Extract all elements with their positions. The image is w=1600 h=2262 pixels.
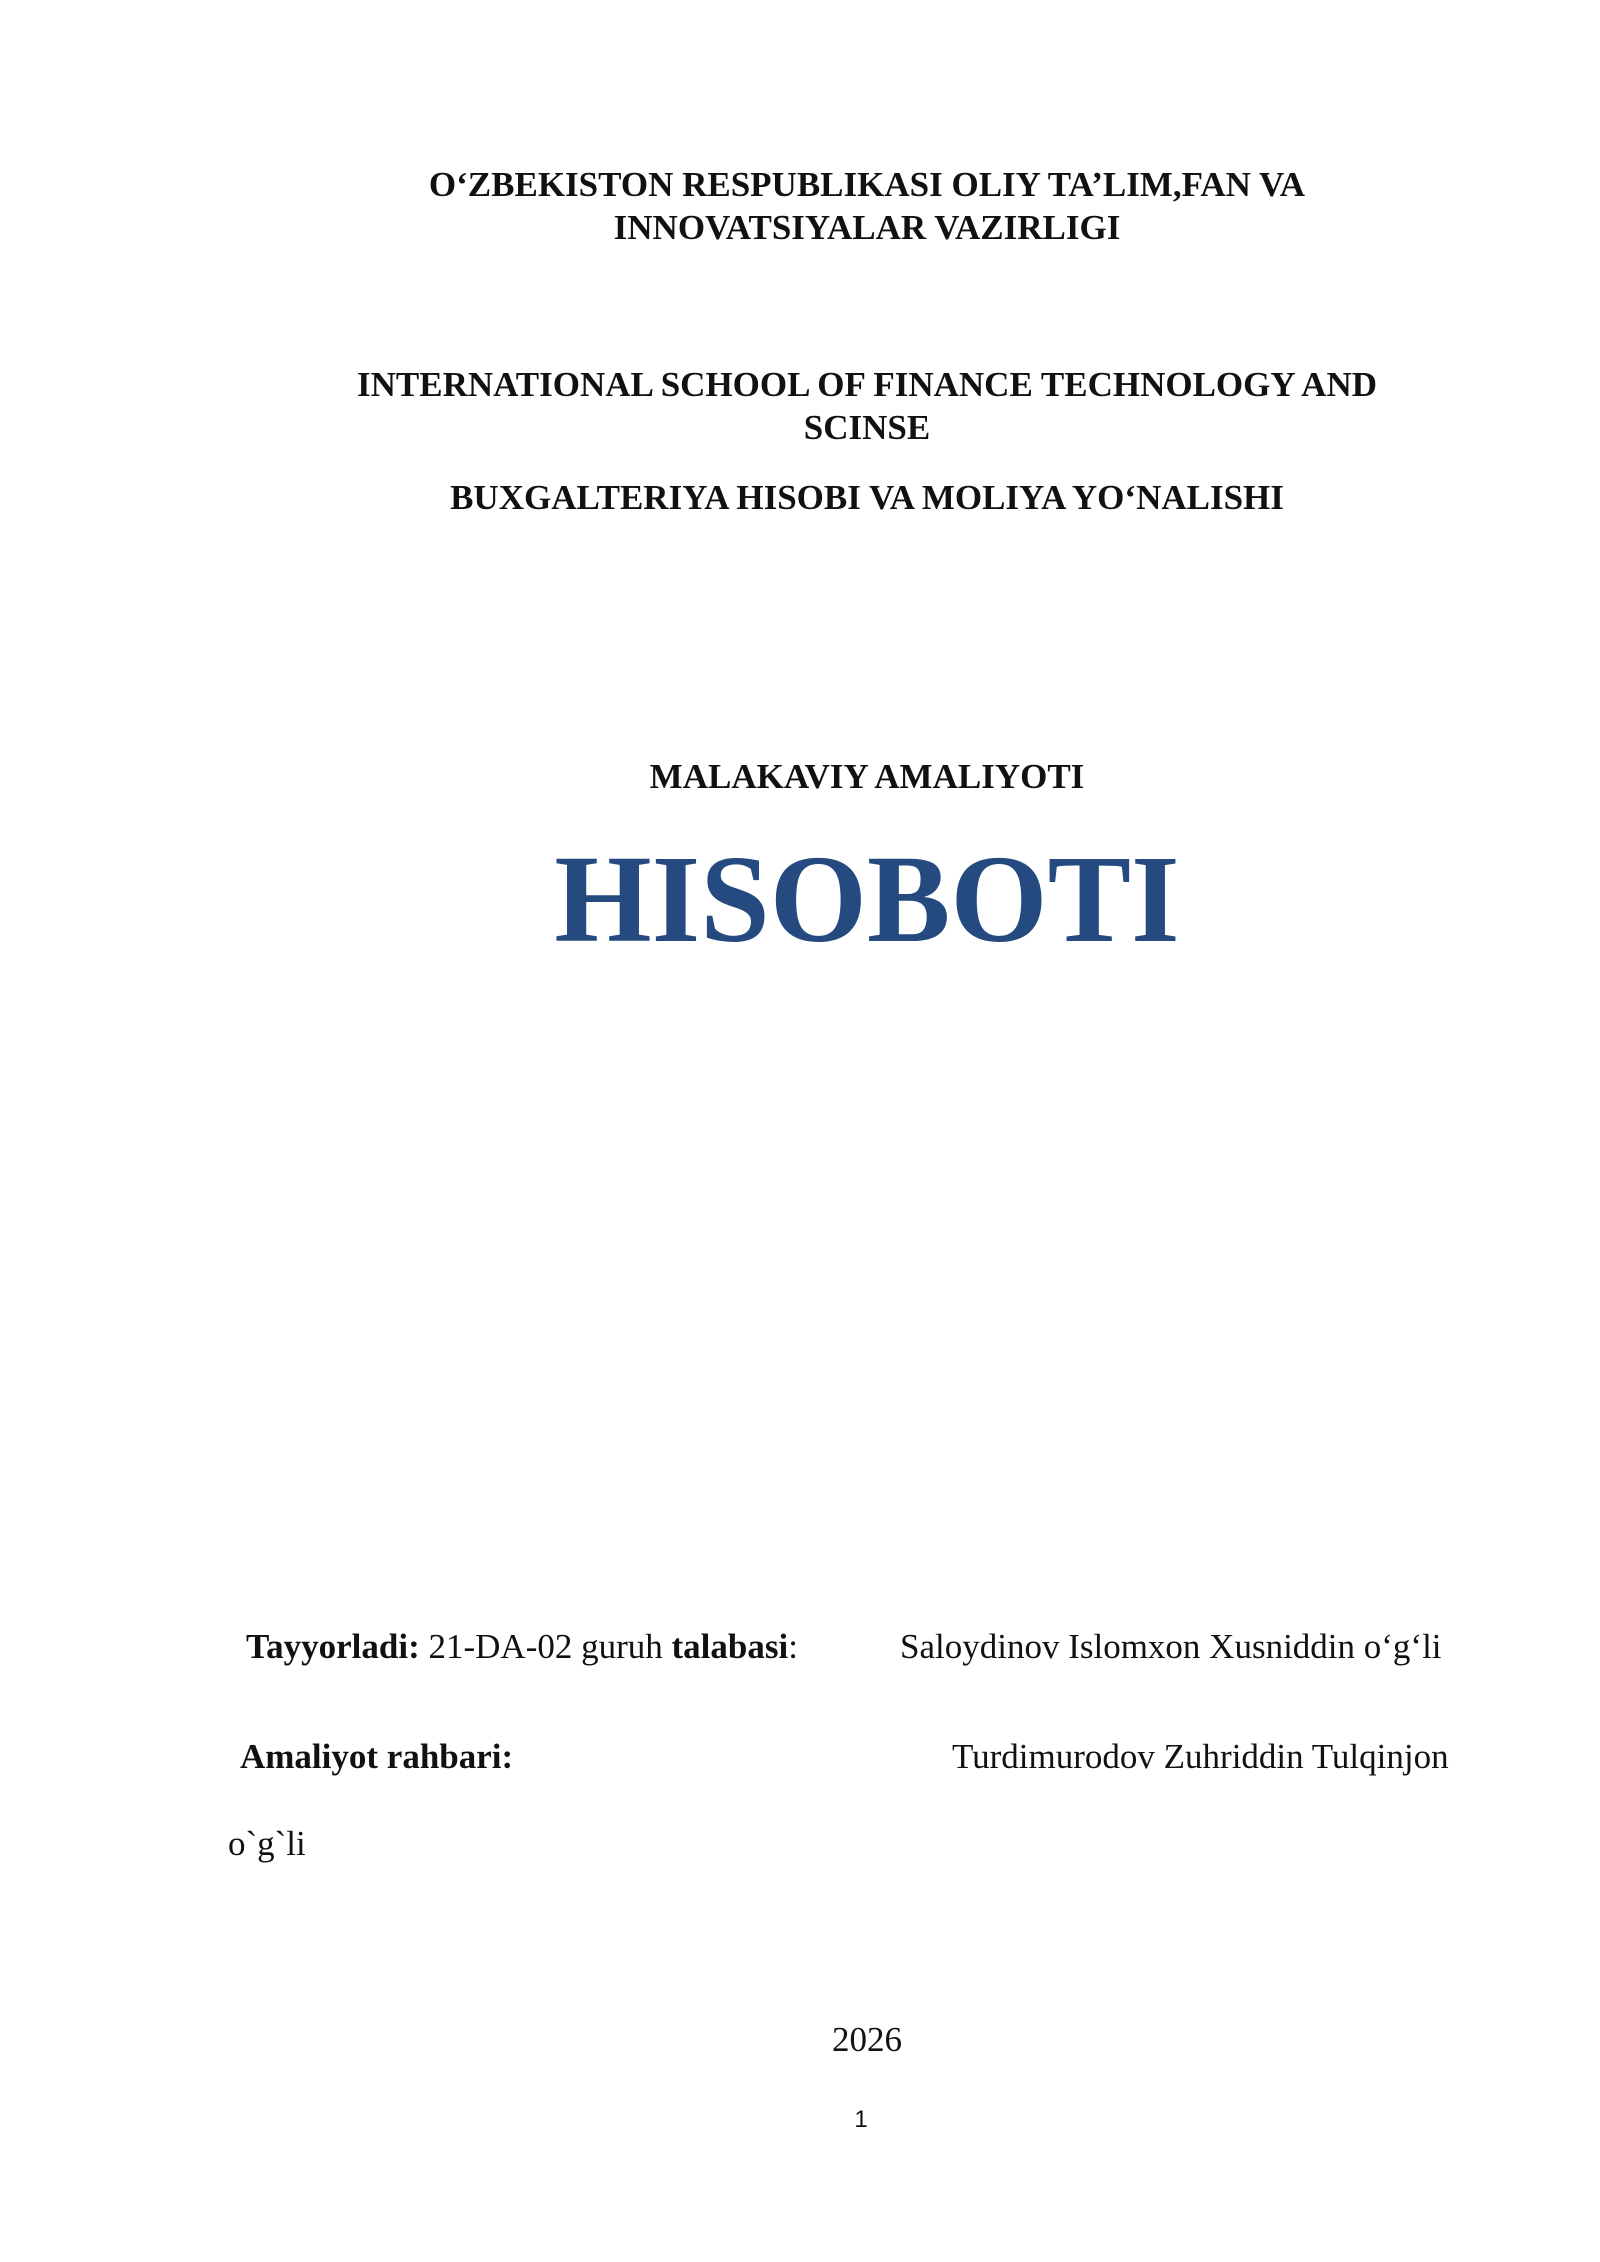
document-year: 2026 (832, 2020, 902, 2059)
student-name: Saloydinov Islomxon Xusniddin o‘g‘li (900, 1627, 1442, 1666)
supervisor-label: Amaliyot rahbari: (240, 1737, 514, 1776)
ministry-title-line-2: INNOVATSIYALAR VAZIRLIGI (613, 208, 1121, 247)
school-name-line-2: SCINSE (803, 408, 931, 447)
direction-title: BUXGALTERIYA HISOBI VA MOLIYA YO‘NALISHI (450, 478, 1284, 517)
supervisor-name-continuation: o`g`li (228, 1824, 306, 1863)
prepared-colon: : (788, 1627, 798, 1666)
ministry-title-line-1: O‘ZBEKISTON RESPUBLIKASI OLIY TA’LIM,FAN VA (428, 165, 1306, 204)
prepared-by-label-row (246, 1625, 798, 1668)
prepared-role: talabasi (671, 1627, 789, 1666)
report-subtitle: MALAKAVIY AMALIYOTI (649, 757, 1085, 796)
page-number: 1 (854, 2106, 868, 2133)
supervisor-name: Turdimurodov Zuhriddin Tulqinjon (952, 1737, 1449, 1776)
school-name-line-1: INTERNATIONAL SCHOOL OF FINANCE TECHNOLOGY AND (356, 365, 1378, 404)
prepared-group: 21-DA-02 guruh (419, 1627, 672, 1666)
prepared-by-label: Tayyorladi: (246, 1627, 420, 1666)
report-main-title: HISOBOTI (554, 831, 1180, 969)
